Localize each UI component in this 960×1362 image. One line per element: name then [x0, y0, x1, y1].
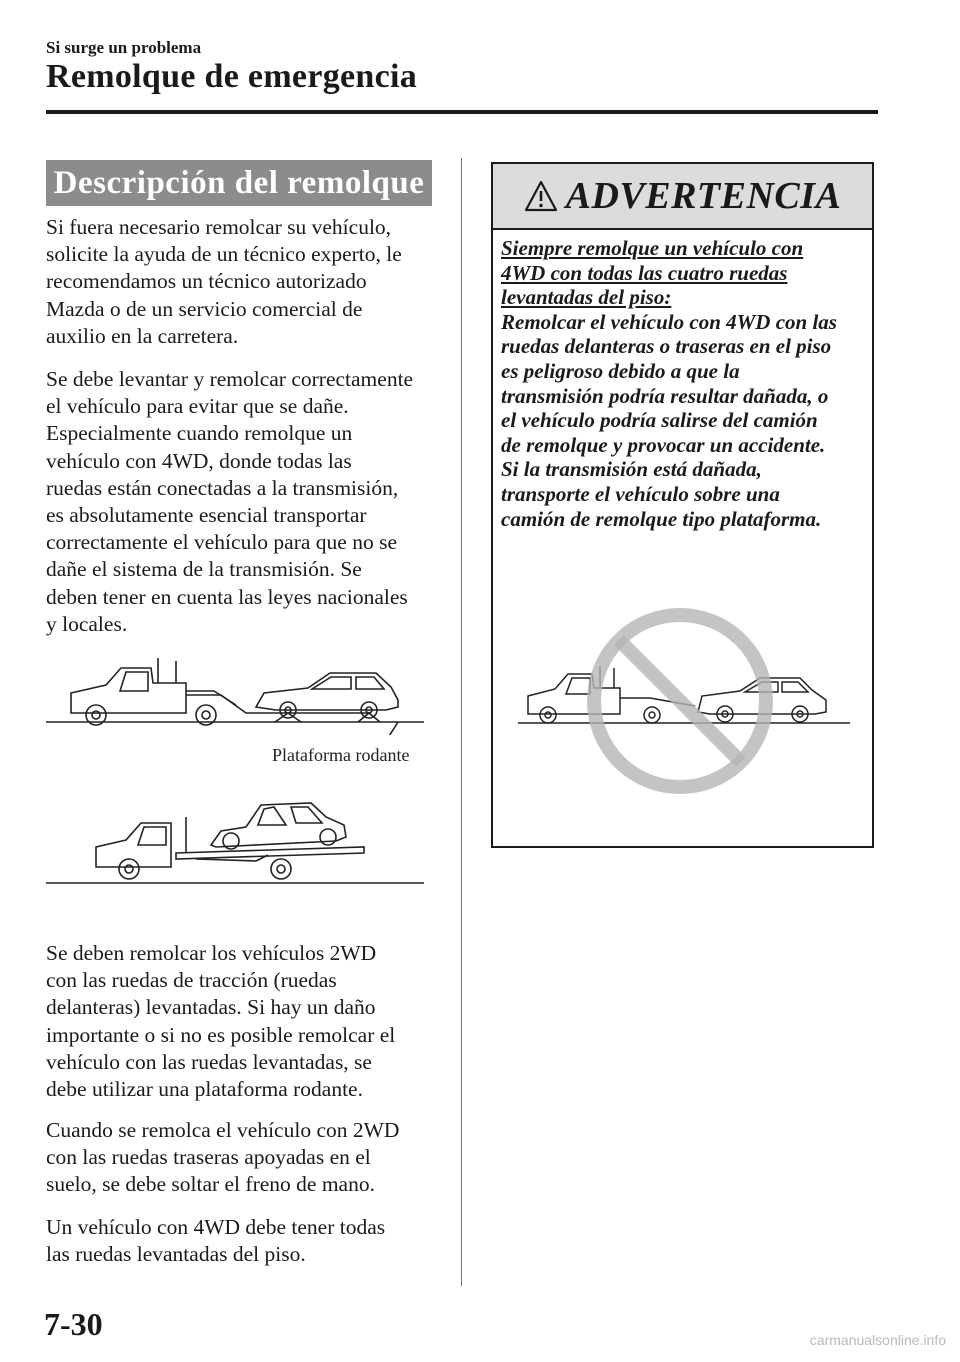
- page-title: Remolque de emergencia: [46, 58, 418, 95]
- figure-label: Plataforma rodante: [272, 745, 410, 765]
- warning-line: el vehículo podría salirse del camión: [501, 408, 818, 433]
- page-number: 7-30: [44, 1306, 103, 1342]
- prohibited-towing-illustration: [510, 596, 860, 806]
- warning-line: camión de remolque tipo plataforma.: [501, 506, 822, 531]
- flatbed-illustration: [46, 795, 426, 890]
- warning-line: transporte el vehículo sobre una: [501, 481, 780, 506]
- tow-dolly-illustration: [46, 655, 426, 735]
- text-line: Se deben remolcar los vehículos 2WD: [46, 941, 377, 965]
- warning-line: es peligroso debido a que la: [501, 358, 740, 383]
- text-line: correctamente el vehículo para que no se: [46, 530, 397, 555]
- text-line: dañe el sistema de la transmisión. Se: [46, 557, 362, 582]
- watermark: carmanualsonline.info: [809, 1332, 946, 1348]
- text-line: Se debe levantar y remolcar correctamente: [46, 367, 414, 391]
- text-line: Si fuera necesario remolcar su vehículo,: [46, 215, 392, 239]
- text-line: Mazda o de un servicio comercial de: [46, 296, 363, 321]
- text-line: las ruedas levantadas del piso.: [46, 1242, 306, 1267]
- paragraph-lifting: [46, 366, 436, 638]
- paragraph-4wd: [46, 1214, 436, 1268]
- warning-text: [501, 236, 871, 531]
- text-line: el vehículo para evitar que se dañe.: [46, 394, 349, 419]
- column-divider: [461, 158, 462, 1286]
- warning-line: Remolcar el vehículo con 4WD con las: [501, 309, 837, 334]
- section-heading: Descripción del remolque: [46, 160, 432, 206]
- warning-lead-line: Siempre remolque un vehículo con: [501, 236, 804, 260]
- text-line: debe utilizar una plataforma rodante.: [46, 1077, 363, 1102]
- text-line: solicite la ayuda de un técnico experto, le: [46, 242, 402, 267]
- text-line: deben tener en cuenta las leyes nacionales: [46, 584, 408, 609]
- title-rule: [46, 110, 878, 114]
- warning-line: ruedas delanteras o traseras en el piso: [501, 334, 832, 359]
- text-line: es absolutamente esencial transportar: [46, 503, 367, 528]
- text-line: ruedas están conectadas a la transmisión,: [46, 475, 399, 500]
- warning-line: transmisión podría resultar dañada, o: [501, 383, 829, 408]
- warning-line: Si la transmisión está dañada,: [501, 457, 762, 482]
- warning-title: ADVERTENCIA: [565, 175, 842, 217]
- text-line: Un vehículo con 4WD debe tener todas: [46, 1215, 386, 1239]
- warning-lead-line: levantadas del piso:: [501, 285, 672, 310]
- warning-header: [493, 164, 872, 230]
- text-line: vehículo con las ruedas levantadas, se: [46, 1049, 372, 1074]
- text-line: Cuando se remolca el vehículo con 2WD: [46, 1118, 400, 1142]
- breadcrumb: Si surge un problema: [46, 38, 202, 57]
- warning-triangle-icon: [524, 180, 558, 212]
- text-line: Especialmente cuando remolque un: [46, 421, 353, 446]
- text-line: suelo, se debe soltar el freno de mano.: [46, 1172, 375, 1197]
- text-line: con las ruedas de tracción (ruedas: [46, 968, 337, 993]
- warning-lead-line: 4WD con todas las cuatro ruedas: [501, 260, 788, 285]
- paragraph-parking-brake: [46, 1117, 436, 1199]
- text-line: con las ruedas traseras apoyadas en el: [46, 1145, 371, 1170]
- text-line: auxilio en la carretera.: [46, 323, 239, 348]
- text-line: delanteras) levantadas. Si hay un daño: [46, 995, 376, 1020]
- text-line: importante o si no es posible remolcar el: [46, 1022, 396, 1047]
- text-line: vehículo con 4WD, donde todas las: [46, 448, 352, 473]
- text-line: recomendamos un técnico autorizado: [46, 269, 367, 294]
- text-line: y locales.: [46, 611, 128, 636]
- paragraph-2wd: [46, 940, 436, 1103]
- paragraph-intro: [46, 214, 436, 350]
- warning-line: de remolque y provocar un accidente.: [501, 432, 826, 457]
